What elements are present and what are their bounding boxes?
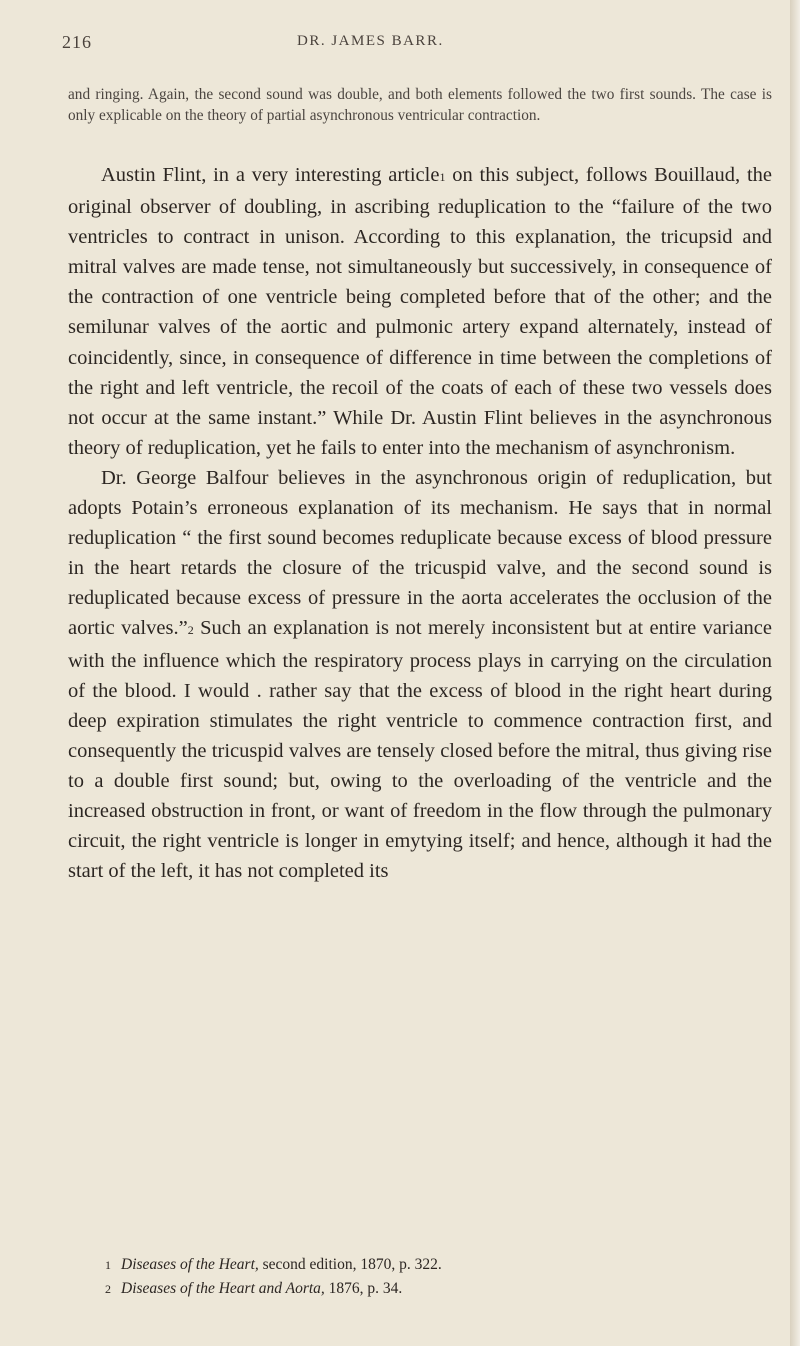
footnotes xyxy=(105,1253,765,1301)
main-text xyxy=(68,160,772,886)
footnote-reference: 1 xyxy=(439,170,446,184)
footnote-title: Diseases of the Heart and Aorta, xyxy=(121,1280,325,1297)
paragraph-text: Austin Flint, in a very interesting article xyxy=(101,164,440,186)
footnote-mark: 1 xyxy=(105,1258,111,1272)
footnote-mark: 2 xyxy=(105,1282,111,1296)
footnote xyxy=(105,1253,765,1277)
page-number: 216 xyxy=(62,32,92,52)
page-header xyxy=(0,32,790,62)
footnote xyxy=(105,1277,765,1301)
paragraph-balfour xyxy=(68,463,772,886)
running-head: DR. JAMES BARR. xyxy=(297,33,444,49)
footnote-title: Diseases of the Heart, xyxy=(121,1256,259,1273)
footnote-citation: second edition, 1870, p. 322. xyxy=(258,1256,442,1273)
page-edge-shadow xyxy=(790,0,800,1346)
footnote-citation: 1876, p. 34. xyxy=(324,1280,403,1297)
paragraph-text: Such an explanation is not merely inconsistent but at entire variance with the influence which the respiratory process plays in carrying on the circulation of the blood. I would . rather say that the excess of blood in the right heart during deep expiration stimulates the right ventricle to commence contraction first, and consequently the tricuspid valves are tensely closed before the mitral, thus giving rise to a double first sound; but, owing to the overloading of the ventricle and the increased obstruction in front, or want of freedom in the flow through the pulmonary circuit, the right ventricle is longer in emytying itself; and hence, although it had the start of the left, it has not completed its xyxy=(68,617,773,883)
case-note-text: and ringing. Again, the second sound was double, and both elements followed the two first sounds. The case is only explicable on the theory of partial asynchronous ventricular contraction. xyxy=(68,86,772,124)
paragraph-text: Dr. George Balfour believes in the asynchronous origin of reduplication, but adopts Potain’s erroneous explanation of its mechanism. He says that in normal reduplication “ the first sound becomes reduplicate because excess of blood pressure in the heart retards the closure of the tricuspid valve, and the second sound is reduplicated because excess of pressure in the aorta accelerates the occlusion of the aortic valves.” xyxy=(68,466,772,640)
paragraph-text: on this subject, follows Bouillaud, the original observer of doubling, in ascribing reduplication to the “failure of the two ventricles to contract in unison. According to this explanation, the tricupsid and mitral valves are made tense, not simultaneously but successively, in consequence of the contraction of one ventricle being completed before that of the other; and the semilunar valves of the aortic and pulmonic artery expand alternately, instead of coincidently, since, in consequence of difference in time between the completions of the right and left ventricle, the recoil of the coats of each of these two vessels does not occur at the same instant.” While Dr. Austin Flint believes in the asynchronous theory of reduplication, yet he fails to enter into the mechanism of asynchronism. xyxy=(68,164,772,459)
paragraph-flint xyxy=(68,160,772,463)
footnote-reference: 2 xyxy=(187,623,194,638)
